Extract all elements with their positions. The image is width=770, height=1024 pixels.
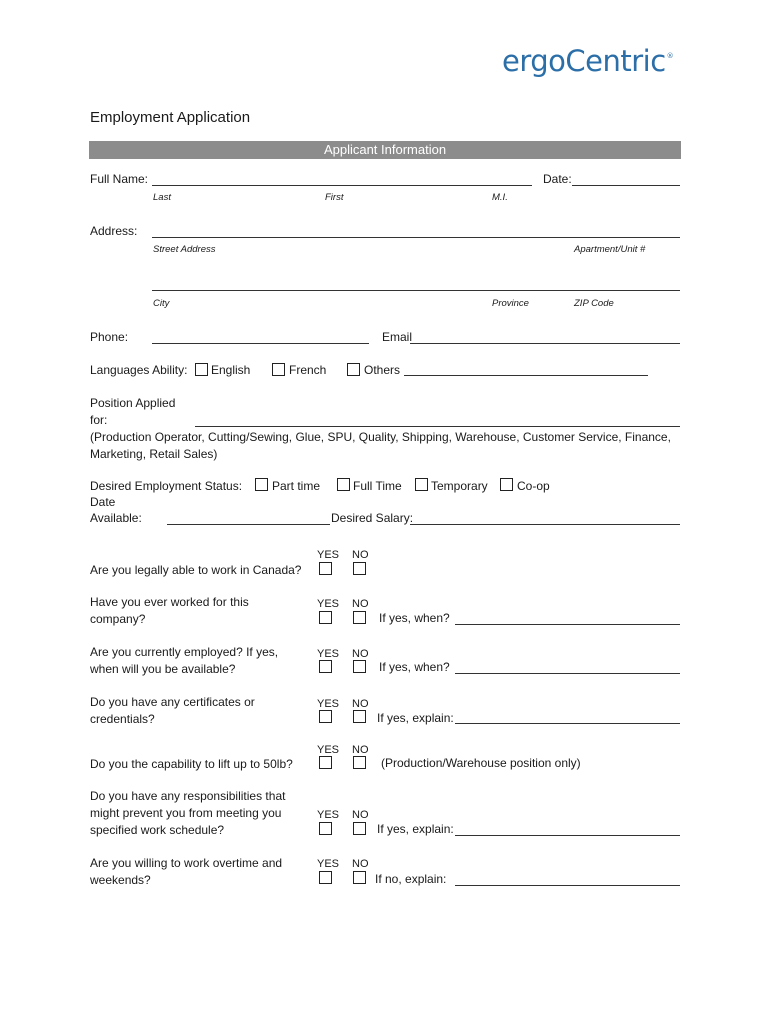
followup-note: (Production/Warehouse position only) <box>381 756 581 770</box>
no-checkbox[interactable] <box>353 822 366 835</box>
part-time-label: Part time <box>272 479 321 493</box>
desired-salary-label: Desired Salary: <box>331 511 414 525</box>
full-name-field[interactable] <box>152 185 532 186</box>
position-examples: (Production Operator, Cutting/Sewing, Glue, SPU, Quality, Shipping, Warehouse, Customer Service, Finance, Marketing, Retail Sales) <box>90 430 671 461</box>
french-checkbox[interactable] <box>272 363 285 376</box>
yes-checkbox[interactable] <box>319 756 332 769</box>
date-available-field[interactable] <box>167 524 330 525</box>
others-checkbox[interactable] <box>347 363 360 376</box>
date-available-line1: Date <box>90 495 116 509</box>
temporary-label: Temporary <box>431 479 488 493</box>
date-available-line2: Available: <box>90 511 142 525</box>
yes-header: YES <box>317 744 340 756</box>
city-province-zip-field[interactable] <box>152 290 680 291</box>
middle-initial-caption: M.I. <box>492 192 508 203</box>
yes-header: YES <box>317 698 340 710</box>
yes-header: YES <box>317 858 340 870</box>
others-field[interactable] <box>404 375 648 376</box>
followup-label: If yes, explain: <box>377 822 454 836</box>
question-overtime: Are you willing to work overtime and weekends? <box>90 856 283 887</box>
no-header: NO <box>352 858 369 870</box>
page-title: Employment Application <box>90 109 251 126</box>
phone-label: Phone: <box>90 330 129 344</box>
no-checkbox[interactable] <box>353 660 366 673</box>
question-worked-before: Have you ever worked for this company? <box>90 595 249 626</box>
no-checkbox[interactable] <box>353 562 366 575</box>
followup-field[interactable] <box>455 835 680 836</box>
email-label: Email <box>382 330 413 344</box>
apartment-caption: Apartment/Unit # <box>574 244 646 255</box>
street-address-caption: Street Address <box>153 244 216 255</box>
no-checkbox[interactable] <box>353 611 366 624</box>
part-time-checkbox[interactable] <box>255 478 268 491</box>
yes-header: YES <box>317 809 340 821</box>
coop-label: Co-op <box>517 479 550 493</box>
first-name-caption: First <box>325 192 344 203</box>
no-checkbox[interactable] <box>353 756 366 769</box>
coop-checkbox[interactable] <box>500 478 513 491</box>
followup-field[interactable] <box>455 723 680 724</box>
no-header: NO <box>352 698 369 710</box>
english-checkbox[interactable] <box>195 363 208 376</box>
full-time-label: Full Time <box>353 479 402 493</box>
zip-caption: ZIP Code <box>574 298 614 309</box>
followup-field[interactable] <box>455 673 680 674</box>
street-address-field[interactable] <box>152 237 680 238</box>
question-work-in-canada: Are you legally able to work in Canada? <box>90 563 302 577</box>
address-label: Address: <box>90 224 138 238</box>
date-field[interactable] <box>572 185 680 186</box>
company-logo <box>502 44 673 78</box>
no-checkbox[interactable] <box>353 871 366 884</box>
yes-checkbox[interactable] <box>319 822 332 835</box>
followup-label: If yes, when? <box>379 660 450 674</box>
others-label: Others <box>364 363 401 377</box>
yes-header: YES <box>317 549 340 561</box>
position-label-line1: Position Applied <box>90 396 176 410</box>
no-header: NO <box>352 598 369 610</box>
followup-field[interactable] <box>455 885 680 886</box>
position-label-line2: for: <box>90 413 108 427</box>
employment-status-label: Desired Employment Status: <box>90 479 243 493</box>
yes-checkbox[interactable] <box>319 871 332 884</box>
yes-checkbox[interactable] <box>319 611 332 624</box>
section-header: Applicant Information <box>89 141 681 159</box>
full-time-checkbox[interactable] <box>337 478 350 491</box>
city-caption: City <box>153 298 170 309</box>
followup-label: If yes, explain: <box>377 711 454 725</box>
yes-checkbox[interactable] <box>319 562 332 575</box>
position-field[interactable] <box>195 426 680 427</box>
question-responsibilities: Do you have any responsibilities that might prevent you from meeting you specified work schedule? <box>90 789 286 837</box>
question-certificates: Do you have any certificates or credentials? <box>90 695 255 726</box>
phone-field[interactable] <box>152 343 369 344</box>
desired-salary-field[interactable] <box>410 524 680 525</box>
question-lift-capability: Do you the capability to lift up to 50lb? <box>90 757 293 771</box>
english-label: English <box>211 363 251 377</box>
date-label: Date: <box>543 172 572 186</box>
followup-label: If no, explain: <box>375 872 447 886</box>
logo-mark: ® <box>666 52 674 60</box>
question-currently-employed: Are you currently employed? If yes, when will you be available? <box>90 645 279 676</box>
full-name-label: Full Name: <box>90 172 149 186</box>
no-header: NO <box>352 549 369 561</box>
yes-header: YES <box>317 598 340 610</box>
french-label: French <box>289 363 327 377</box>
no-header: NO <box>352 744 369 756</box>
followup-field[interactable] <box>455 624 680 625</box>
yes-header: YES <box>317 648 340 660</box>
last-name-caption: Last <box>153 192 171 203</box>
temporary-checkbox[interactable] <box>415 478 428 491</box>
followup-label: If yes, when? <box>379 611 450 625</box>
no-header: NO <box>352 809 369 821</box>
no-header: NO <box>352 648 369 660</box>
logo-text: ergoCentric <box>502 44 666 78</box>
email-field[interactable] <box>410 343 680 344</box>
languages-label: Languages Ability: <box>90 363 188 377</box>
no-checkbox[interactable] <box>353 710 366 723</box>
province-caption: Province <box>492 298 529 309</box>
yes-checkbox[interactable] <box>319 710 332 723</box>
yes-checkbox[interactable] <box>319 660 332 673</box>
